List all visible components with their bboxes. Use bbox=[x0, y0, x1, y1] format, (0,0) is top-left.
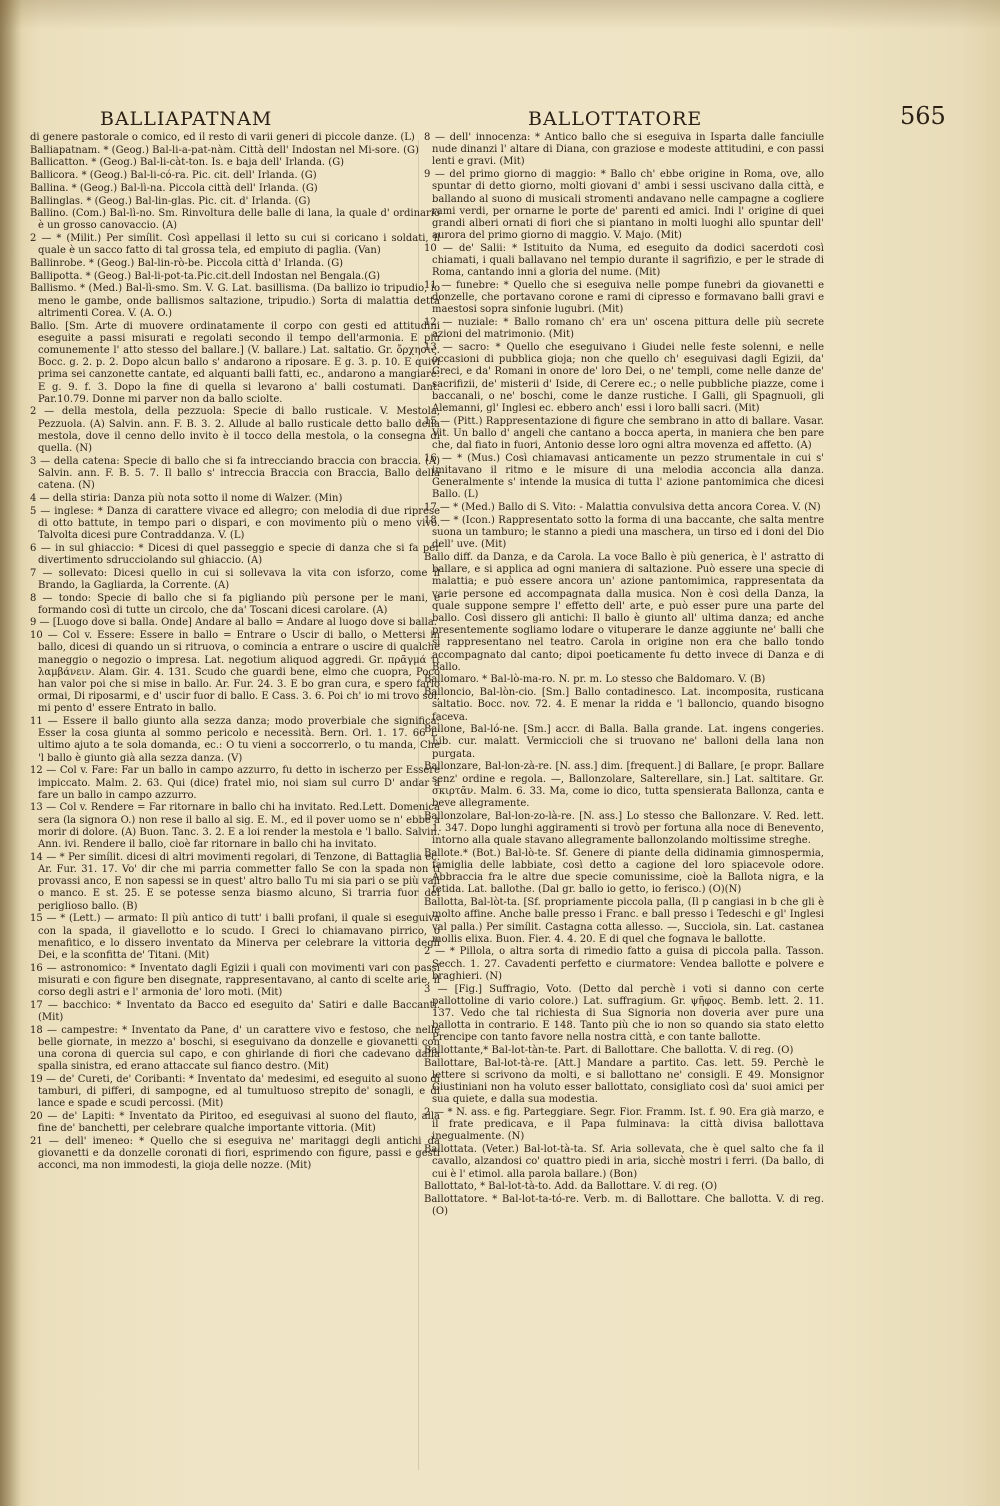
dictionary-entry: Ballismo. * (Med.) Bal-lì-smo. Sm. V. G. Lat. basillisma. (Da ballizo io tripudio, io meno le gambe, onde ballismos saltazione, tripudio.) Sorta di malattia detta altrimenti Corea. V. (A. O.) bbox=[30, 283, 440, 319]
dictionary-entry: 18 — campestre: * Inventato da Pane, d' un carattere vivo e festoso, che nelle belle giornate, in mezzo a' boschi, si eseguivano da donzelle e giovanetti con una corona di quercia sul capo, e con ghirlande di fiori che cadevano dalla spalla sinistra, ed erano attaccate sul fianco destro. (Mit) bbox=[30, 1024, 440, 1073]
dictionary-entry: 12 — nuziale: * Ballo romano ch' era un' oscena pittura delle più secrete azioni del matrimonio. (Mit) bbox=[424, 317, 824, 341]
dictionary-entry: Ballottato, * Bal-lot-tà-to. Add. da Ballottare. V. di reg. (O) bbox=[424, 1181, 718, 1193]
dictionary-entry: Ballone, Bal-ló-ne. [Sm.] accr. di Balla. Balla grande. Lat. ingens congeries. Lib. cur. malatt. Vermiccioli che si truovano ne' balloni della lana non purgata. bbox=[424, 724, 824, 760]
dictionary-entry: 17 — * (Med.) Ballo di S. Vito: - Malattia convulsiva detta ancora Corea. V. (N) bbox=[424, 502, 821, 514]
dictionary-entry: 3 — [Fig.] Suffragio, Voto. (Detto dal perchè i voti si danno con certe pallottoline di vario colore.) Lat. suffragium. Gr. ψῆφος. Bemb. lett. 2. 11. 137. Vedo che tal richiesta di Sua Signoria non doveria aver pure una ballotta in contrario. E 148. Tanto più che io non so quando sia stato eletto Prencipe con tanto favore nella nostra città, e con tante ballotte. bbox=[424, 983, 824, 1044]
dictionary-entry: di genere pastorale o comico, ed il resto di varii generi di piccole danze. (L) bbox=[30, 132, 415, 143]
dictionary-entry: 2 — della mestola, della pezzuola: Specie di ballo rusticale. V. Mestola, Pezzuola. (A) Salvin. ann. F. B. 3. 2. Allude al ballo rusticale detto ballo della mestola, dove il cenno dello invito è il tocco della mestola, o la consegna di quella. (N) bbox=[30, 406, 440, 455]
dictionary-entry: 11 — funebre: * Quello che si eseguiva nelle pompe funebri da giovanetti e donzelle, che portavano corone e rami di cipresso e formavano balli gravi e maestosi sopra sinfonie lugubri. (Mit) bbox=[424, 279, 824, 316]
dictionary-entry: 19 — de' Cureti, de' Coribanti: * Inventato da' medesimi, ed eseguito al suono di tamburi, di pifferi, di sampogne, ed al tumultuoso strepito de' sonagli, e di lance e spade e scudi percossi. (Mit) bbox=[30, 1073, 440, 1110]
dictionary-entry: 21 — dell' imeneo: * Quello che si eseguiva ne' maritaggi degli antichi da giovanetti e da donzelle coronati di fiori, esprimendo con figure, passi e gesti acconci, ma non immodesti, la gioja delle nozze. (Mit) bbox=[30, 1135, 440, 1172]
dictionary-entry: 18 — * (Icon.) Rappresentato sotto la forma di una baccante, che salta mentre suona un tamburo; le stanno a piedi una maschera, un tirso ed i doni del Dio dell' uve. (Mit) bbox=[424, 514, 824, 551]
dictionary-entry: 3 — della catena: Specie di ballo che si fa intrecciando braccia con braccia. (A) Salvin. ann. F. B. 5. 7. Il ballo s' intreccia Braccia con Braccia, Ballo della catena. (N) bbox=[30, 455, 440, 492]
dictionary-entry: 6 — in sul ghiaccio: * Dicesi di quel passeggio e specie di danza che si fa per divertimento sdrucciolando sul ghiaccio. (A) bbox=[30, 542, 440, 566]
dictionary-entry: Ballomaro. * Bal-lò-ma-ro. N. pr. m. Lo stesso che Baldomaro. V. (B) bbox=[424, 674, 766, 686]
dictionary-entry: Ballinglas. * (Geog.) Bal-lin-glas. Pic. cit. d' Irlanda. (G) bbox=[30, 195, 311, 207]
page-top-edge bbox=[0, 0, 1000, 30]
dictionary-entry: Ballina. * (Geog.) Bal-lì-na. Piccola città dell' Irlanda. (G) bbox=[30, 182, 318, 194]
dictionary-entry: 9 — del primo giorno di maggio: * Ballo ch' ebbe origine in Roma, ove, allo spuntar di detto giorno, molti giovani d' ambi i sessi uscivano dalla città, e ballando al suono di musicali stromenti andavano nelle campagne a cogliere rami verdi, per ornarne le porte de' parenti ed amici. Indi l' origine di quei grandi alberi ornati di fiori che si piantano in molti luoghi allo spuntar dell' aurora del primo giorno di maggio. V. Majo. (Mit) bbox=[424, 169, 824, 242]
left-column bbox=[30, 132, 440, 1462]
right-column bbox=[424, 132, 824, 1462]
dictionary-entry: Ballonzolare, Bal-lon-zo-là-re. [N. ass.] Lo stesso che Ballonzare. V. Red. lett. 1. 347. Dopo lunghi aggiramenti si trovò per fortuna alla noce di Benevento, intorno alla quale stavano allegramente ballonzolando moltissime streghe. bbox=[424, 810, 824, 847]
dictionary-entry: 16 — * (Mus.) Così chiamavasi anticamente un pezzo strumentale in cui s' imitavano il ritmo e le misure di una melodia acconcia alla danza. Generalmente s' intende la musica di tutta l' azione pantomimica che dicesi Ballo. (L) bbox=[424, 452, 824, 501]
dictionary-entry: 8 — tondo: Specie di ballo che si fa pigliando più persone per le mani, e formando così di tutte un circolo, che da' Toscani dicesi carolare. (A) bbox=[30, 592, 440, 616]
dictionary-entry: 2 — * N. ass. e fig. Parteggiare. Segr. Fior. Framm. Ist. f. 90. Era già marzo, e il frate predicava, e il Papa fulminava: la città divisa ballottava inegualmente. (N) bbox=[424, 1107, 824, 1143]
header-right-word: BALLOTTATORE bbox=[528, 108, 703, 130]
dictionary-entry: 8 — dell' innocenza: * Antico ballo che si eseguiva in Isparta dalle fanciulle nude dinanzi l' altare di Diana, con graziose e modeste attitudini, e con passi lenti e gravi. (Mit) bbox=[424, 132, 824, 168]
dictionary-entry: Ballino. (Com.) Bal-lì-no. Sm. Rinvoltura delle balle di lana, la quale d' ordinario è un grosso canovaccio. (A) bbox=[30, 208, 440, 232]
dictionary-entry: Ballicatton. * (Geog.) Bal-li-càt-ton. Is. e baja dell' Irlanda. (G) bbox=[30, 157, 345, 169]
dictionary-entry: 15 — * (Lett.) — armato: Il più antico di tutt' i balli profani, il quale si eseguiva con la spada, il giavellotto e lo scudo. I Greci lo chiamavano pirrico, o menafitico, e lo dissero inventato da Minerva per celebrare la vittoria degli Dei, e la sconfitta de' Titani. (Mit) bbox=[30, 913, 440, 961]
dictionary-entry: 20 — de' Lapiti: * Inventato da Piritoo, ed eseguivasi al suono del flauto, alla fine de' banchetti, per celebrare qualche importante vittoria. (Mit) bbox=[30, 1111, 440, 1135]
dictionary-entry: 13 — sacro: * Quello che eseguivano i Giudei nelle feste solenni, e nelle occasioni di pubblica gioja; non che quello ch' eseguivasi dagli Egizii, da' Greci, e da' Romani in onore de' loro Dei, o ne' templi, come nelle danze de' sacrifizii, de' misterii d' Iside, di Cerere ec.; o nelle pubbliche piazze, come i baccanali, o ne' boschi, come le danze rustiche. I Galli, gli Spagnuoli, gli Alemanni, gl' Inglesi ec. ebbero anch' essi i loro balli sacri. (Mit) bbox=[424, 341, 824, 414]
dictionary-entry: Ballottata. (Veter.) Bal-lot-tà-ta. Sf. Aria sollevata, che è quel salto che fa il cavallo, alzandosi co' quattro piedi in aria, sicchè mostri i ferri. (Da ballo, di cui è l' etimol. alla parola ballare.) (Bon) bbox=[424, 1144, 824, 1180]
dictionary-entry: 2 — * Pillola, o altra sorta di rimedio fatto a guisa di piccola palla. Tasson. Secch. 1. 27. Cavadenti perfetto e ciurmatore: Vendea ballotte e polvere e braghieri. (N) bbox=[424, 946, 824, 982]
dictionary-entry: Ballo diff. da Danza, e da Carola. La voce Ballo è più generica, è l' astratto di ballare, e si applica ad ogni maniera di saltazione. Può essere una specie di malattia; e può essere ancora un' azione pantomimica, rappresentata da varie persone ed accompagnata dalla musica. Non è così della Danza, la quale suppone sempre l' effetto dell' arte, e può esser pure una parte del ballo. Così dissero gli antichi: Il ballo è giunto all' ultima danza; ed anche presentemente sogliamo lodare o vituperare le danze aggiunte ne' balli che si rappresentano nel teatro. Carola in origine non era che ballo tondo accompagnato dal canto; dipoi poeticamente fu detto invece di Danza e di Ballo. bbox=[424, 551, 824, 673]
dictionary-entry: Ballottatore. * Bal-lot-ta-tó-re. Verb. m. di Ballottare. Che ballotta. V. di reg. (O) bbox=[424, 1193, 824, 1218]
dictionary-entry: Ballicora. * (Geog.) Bal-li-có-ra. Pic. cit. dell' Irlanda. (G) bbox=[30, 170, 317, 182]
gutter-shadow bbox=[0, 0, 22, 1506]
dictionary-entry: 15 — (Pitt.) Rappresentazione di figure che sembrano in atto di ballare. Vasar. Vit. Un ballo d' angeli che cantano a bocca aperta, in maniera che ben pare che, dal fiato in fuori, Antonio desse loro ogni altra movenza ed affetto. (A) bbox=[424, 415, 824, 452]
dictionary-entry: Ballottare, Bal-lot-tà-re. [Att.] Mandare a partito. Cas. lett. 59. Perchè le lettere si scrivono da molti, e si ballottano ne' consigli. E 49. Monsignor Giustiniani non ha voluto esser ballottato, consigliato così da' suoi amici per sua quiete, e dalla sua modestia. bbox=[424, 1057, 824, 1106]
dictionary-entry: 4 — della stiria: Danza più nota sotto il nome di Walzer. (Min) bbox=[30, 492, 343, 504]
dictionary-entry: Ballotta, Bal-lòt-ta. [Sf. propriamente piccola palla, (Il p cangiasi in b che gli è molto affine. Anche balle presso i Franc. e ball presso i Tedeschi e gl' Inglesi val palla.) Per simílit. Castagna cotta allesso. —, Succiola, sin. Lat. castanea mollis elixa. Buon. Fier. 4. 4. 20. E di quel che fognava le ballotte. bbox=[424, 897, 824, 945]
dictionary-entry: 10 — de' Salii: * Istituito da Numa, ed eseguito da dodici sacerdoti così chiamati, i quali ballavano nel tempio durante il sagrifizio, e per le strade di Roma, cantando inni a gloria del nume. (Mit) bbox=[424, 242, 824, 279]
dictionary-entry: 17 — bacchico: * Inventato da Bacco ed eseguito da' Satiri e dalle Baccanti. (Mit) bbox=[30, 999, 440, 1023]
dictionary-entry: 5 — inglese: * Danza di carattere vivace ed allegro; con melodia di due riprese di otto battute, in tempo pari o dispari, e con movimento più o meno vivo. Talvolta dicesi pure Contraddanza. V. (L) bbox=[30, 505, 440, 541]
dictionary-entry: 2 — * (Milit.) Per simílit. Così appellasi il letto su cui si coricano i soldati, il quale è un sacco fatto di tal grossa tela, ed empiuto di paglia. (Van) bbox=[30, 233, 440, 257]
dictionary-entry: 9 — [Luogo dove si balla. Onde] Andare al ballo = Andare al luogo dove si balla. bbox=[30, 617, 437, 629]
dictionary-entry: 14 — * Per simílit. dicesi di altri movimenti regolari, di Tenzone, di Battaglia ec. Ar. Fur. 31. 17. Vo' dir che mi parria commetter fallo Se con la spada non ti provassi anco, E non sapessi se in quest' altro ballo Tu mi sia pari o se più vali o manco. E st. 25. E se potesse senza biasmo alcuno, Si trarria fuor del periglioso ballo. (B) bbox=[30, 851, 440, 912]
dictionary-entry: Balloncio, Bal-lòn-cio. [Sm.] Ballo contadinesco. Lat. incomposita, rusticana saltatio. Bocc. nov. 72. 4. E menar la ridda e 'l balloncio, quando bisogno faceva. bbox=[424, 687, 824, 723]
dictionary-entry: 11 — Essere il ballo giunto alla sezza danza; modo proverbiale che significa: Esser la cosa giunta al sommo pericolo e necessità. Bern. Orl. 1. 17. 66 L' ultimo ajuto a te sola domanda, ec.: O tu vieni a soccorrerlo, o tu manda, Chè 'l ballo è giunto già alla sezza danza. (V) bbox=[30, 716, 440, 764]
dictionary-entry: 16 — astronomico: * Inventato dagli Egizii i quali con movimenti vari con passi misurati e con figure ben disegnate, rappresentavano, al canto di scelte arie, il corso degli astri e l' armonia de' loro moti. (Mit) bbox=[30, 962, 440, 999]
dictionary-entry: Ballo. [Sm. Arte di muovere ordinatamente il corpo con gesti ed attitudini eseguite a passi misurati e regolati secondo il tempo dell'armonia. E più comunemente l' atto stesso del ballare.] (V. ballare.) Lat. saltatio. Gr. ὄρχησις. Bocc. g. 2. p. 2. Dopo alcun ballo s' andarono a riposare. E g. 3. p. 10. E quivi prima sei canzonette cantate, ed alquanti balli fatti, ec., andarono a mangiare. E g. 9. f. 3. Dopo la fine di quella si levarono a' balli costumati. Dant. Par.10.79. Donne mi parver non da ballo sciolte. bbox=[30, 320, 440, 405]
dictionary-entry: Ballottante,* Bal-lot-tàn-te. Part. di Ballottare. Che ballotta. V. di reg. (O) bbox=[424, 1045, 794, 1057]
dictionary-entry: 13 — Col v. Rendere = Far ritornare in ballo chi ha invitato. Red.Lett. Domenica sera (la signora O.) non rese il ballo al sig. E. M., ed il pover uomo se n' ebbe a morir di dolore. (A) Buon. Tanc. 3. 2. E a loi render la mestola e 'l ballo. Salvin. Ann. ivi. Rendere il ballo, cioè far ritornare in ballo chi ha invitato. bbox=[30, 802, 440, 851]
dictionary-entry: 7 — sollevato: Dicesi quello in cui si sollevava la vita con isforzo, come il Brando, la Gagliarda, la Corrente. (A) bbox=[30, 567, 440, 591]
page-number: 565 bbox=[900, 102, 946, 130]
dictionary-entry: Ballinrobe. * (Geog.) Bal-lin-rò-be. Piccola città d' Irlanda. (G) bbox=[30, 258, 344, 270]
dictionary-entry: Ballonzare, Bal-lon-zà-re. [N. ass.] dim. [frequent.] di Ballare, [e propr. Ballare senz' ordine e regola. —, Ballonzolare, Salterellare, sin.] Lat. saltitare. Gr. σκιρτᾶν. Malm. 6. 33. Ma, come io dico, tutta spensierata Ballonza, canta e beve allegramente. bbox=[424, 761, 824, 809]
dictionary-entry: Balliapatnam. * (Geog.) Bal-li-a-pat-nàm. Città dell' Indostan nel Mi-sore. (G) bbox=[30, 144, 419, 156]
dictionary-entry: 12 — Col v. Fare: Far un ballo in campo azzurro, fu detto in ischerzo per Essere impiccato. Malm. 2. 63. Qui (dice) fratel mio, noi siam sul curro D' andar a fare un ballo in campo azzurro. bbox=[30, 765, 440, 801]
dictionary-entry: 10 — Col v. Essere: Essere in ballo = Entrare o Uscir di ballo, o Mettersi in ballo, dicesi di quando un si ritruova, o comincia a entrare o uscire di qualche maneggio o negozio o impresa. Lat. negotium aliquod aggredi. Gr. πρᾶγμά τι λαμβάνειν. Alam. Gir. 4. 131. Scudo che guardi bene, elmo che cuopra, Poco han valor poi che si mise in ballo. Ar. Fur. 24. 3. E bo gran cura, e spero farlo ormai, Di riposarmi, e d' uscir fuor di ballo. E Cass. 3. 6. Poi ch' io mi trovo sol, mi pento d' essere Entrato in ballo. bbox=[30, 630, 440, 715]
dictionary-entry: Ballipotta. * (Geog.) Bal-li-pot-ta.Pic.cit.dell Indostan nel Bengala.(G) bbox=[30, 270, 381, 282]
dictionary-entry: Ballote.* (Bot.) Bal-lò-te. Sf. Genere di piante della didinamia gimnospermia, famiglia delle labbiate, così detto a cagione del loro spiacevole odore. Abbraccia fra le altre due specie comunissime, cioè la Ballota nigra, e la fetida. Lat. ballothe. (Dal gr. ballo io getto, io ferisco.) (O)(N) bbox=[424, 847, 824, 896]
header-left-word: BALLIAPATNAM bbox=[100, 108, 273, 130]
